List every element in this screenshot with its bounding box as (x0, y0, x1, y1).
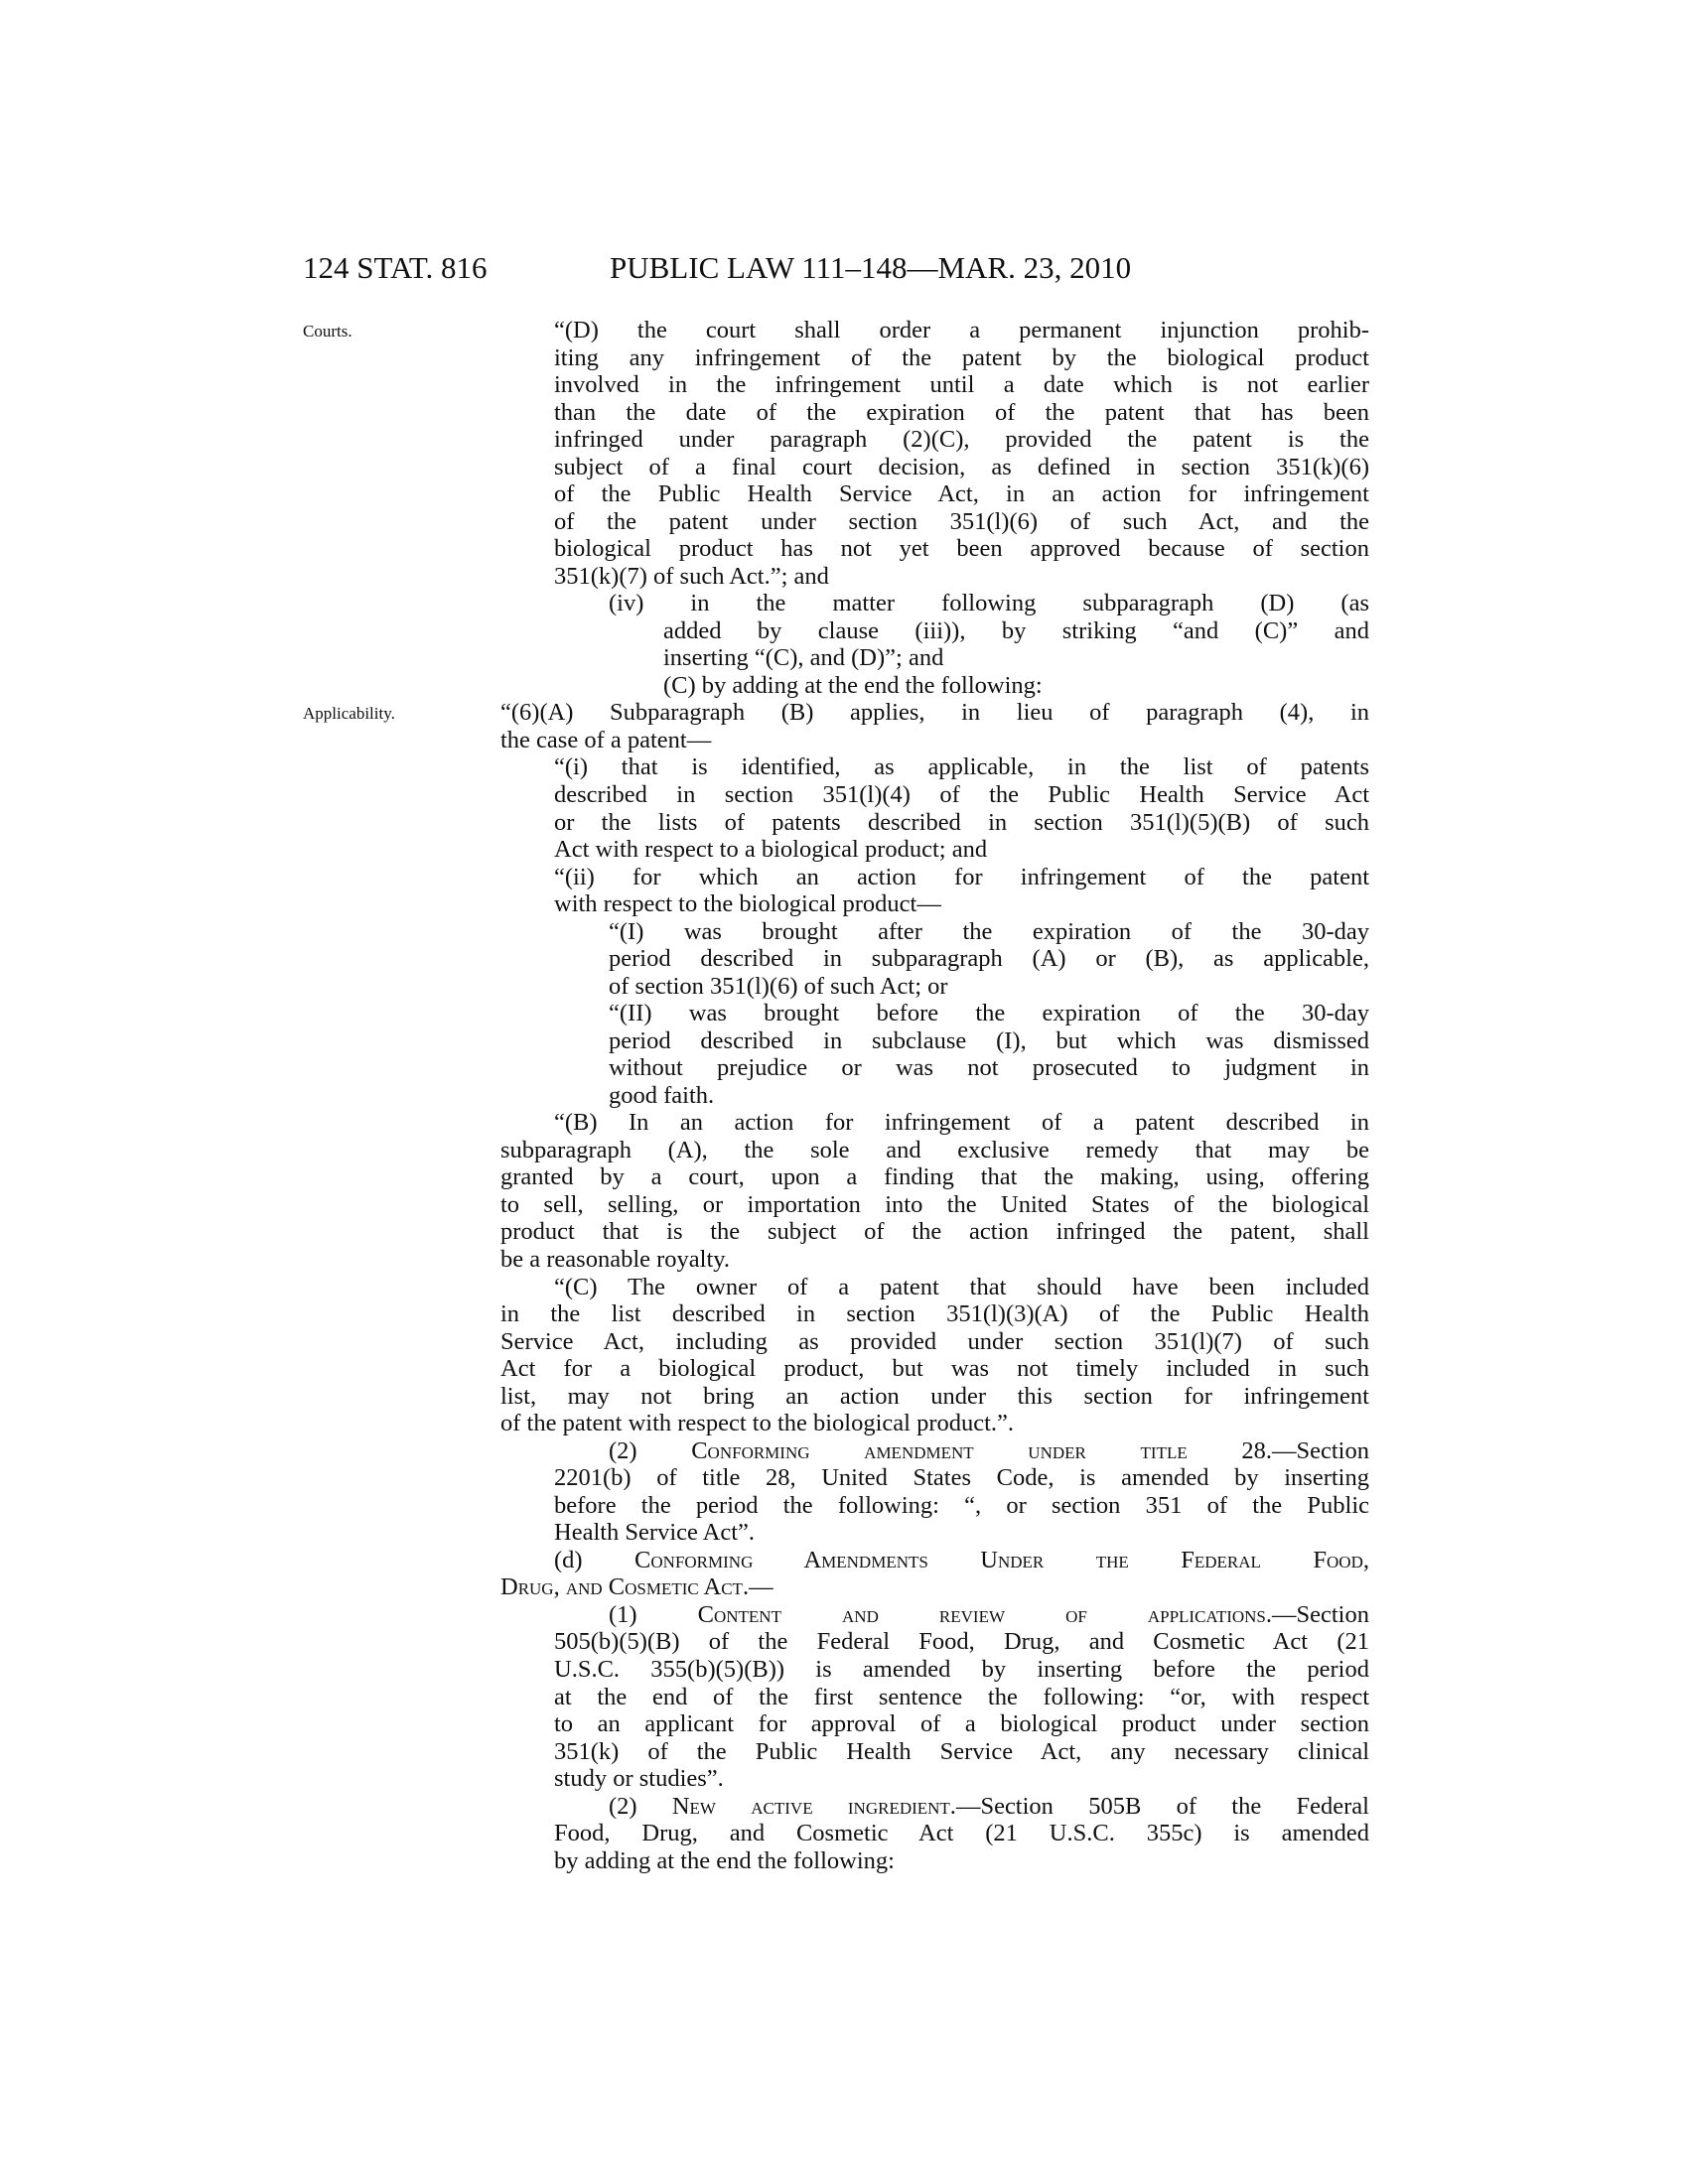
text-line (500, 1300, 1369, 1328)
small-caps-heading: New active ingredient. (671, 1792, 956, 1820)
text-segment: (iv) in the matter following subparagraph (D) (as (609, 590, 1369, 617)
text-line (554, 317, 1369, 344)
text-segment: added by clause (iii)), by striking “and (C)” and (663, 616, 1369, 644)
text-line (500, 1383, 1369, 1411)
text-line (554, 480, 1369, 508)
text-segment: Food, Drug, and Cosmetic Act (21 U.S.C. 355c) is amended (554, 1820, 1369, 1847)
text-line (609, 1027, 1369, 1055)
margin-note: Applicability. (303, 704, 395, 724)
text-line (554, 1793, 1369, 1821)
text-segment: the case of a patent— (500, 726, 712, 753)
text-line (554, 1656, 1369, 1684)
text-segment: than the date of the expiration of the patent that has been (554, 398, 1369, 426)
text-line (500, 1547, 1369, 1574)
text-line (500, 1573, 1369, 1601)
text-line (554, 454, 1369, 481)
text-line (609, 973, 1369, 1001)
text-line (554, 1710, 1369, 1738)
text-line (500, 1137, 1369, 1164)
text-segment: 351(k)(7) of such Act.”; and (554, 562, 829, 590)
text-line (609, 945, 1369, 973)
text-line (554, 508, 1369, 536)
text-segment: 2201(b) of title 28, United States Code, is amended by inserting (554, 1464, 1369, 1492)
text-line (554, 399, 1369, 427)
text-segment: Health Service Act”. (554, 1519, 756, 1547)
text-line (663, 617, 1369, 645)
text-segment: be a reasonable royalty. (500, 1246, 731, 1274)
text-line (554, 836, 1369, 864)
text-segment: of the patent with respect to the biological product.”. (500, 1410, 1015, 1437)
text-segment: “(ii) for which an action for infringement of the patent (554, 863, 1369, 890)
text-line (554, 535, 1369, 563)
text-segment: U.S.C. 355(b)(5)(B)) is amended by inserting before the period (554, 1655, 1369, 1683)
text-segment: to sell, selling, or importation into the United States of the biological (500, 1190, 1369, 1218)
text-line (554, 1684, 1369, 1711)
text-segment: “(C) The owner of a patent that should have been included (554, 1273, 1369, 1300)
text-line (554, 1492, 1369, 1520)
text-segment: (1) (609, 1600, 698, 1628)
text-line (554, 1765, 1369, 1793)
text-line (554, 426, 1369, 454)
text-line (500, 1163, 1369, 1191)
text-segment: described in section 351(l)(4) of the Public Health Service Act (554, 781, 1369, 808)
text-line (554, 371, 1369, 399)
text-segment: without prejudice or was not prosecuted to judgment in (609, 1054, 1369, 1082)
text-line (554, 344, 1369, 372)
text-segment: Act with respect to a biological product; and (554, 836, 988, 864)
text-segment: infringed under paragraph (2)(C), provided the patent is the (554, 426, 1369, 454)
text-segment: —Section (1271, 1436, 1369, 1464)
text-segment: (d) (554, 1546, 635, 1573)
margin-note: Courts. (303, 322, 352, 341)
text-segment: study or studies”. (554, 1765, 724, 1793)
text-line (554, 753, 1369, 781)
text-line (554, 781, 1369, 809)
page-statute-citation: 124 STAT. 816 (303, 250, 488, 285)
small-caps-heading: Content and review of applications. (697, 1600, 1272, 1628)
text-segment: subparagraph (A), the sole and exclusive remedy that may be (500, 1136, 1369, 1163)
text-line (609, 1082, 1369, 1110)
text-line (500, 699, 1369, 727)
text-segment: “(D) the court shall order a permanent injunction prohib- (554, 317, 1369, 343)
text-line (500, 1355, 1369, 1383)
text-segment: biological product has not yet been approved because of section (554, 535, 1369, 563)
text-line (500, 1328, 1369, 1356)
text-segment: or the lists of patents described in section 351(l)(5)(B) of such (554, 808, 1369, 836)
text-segment: Service Act, including as provided under section 351(l)(7) of such (500, 1327, 1369, 1355)
text-line (500, 1410, 1369, 1437)
text-line (609, 1000, 1369, 1027)
text-line (500, 1109, 1369, 1137)
text-segment: iting any infringement of the patent by the biological product (554, 343, 1369, 371)
small-caps-heading: Conforming Amendments Under the Federal Food, (634, 1546, 1369, 1573)
text-segment: product that is the subject of the action infringed the patent, shall (500, 1218, 1369, 1246)
text-segment: 351(k) of the Public Health Service Act, any necessary clinical (554, 1737, 1369, 1765)
text-segment: —Section 505B of the Federal (955, 1792, 1369, 1820)
text-line (554, 864, 1369, 891)
text-line (609, 918, 1369, 946)
text-segment: “(II) was brought before the expiration of the 30-day (609, 1000, 1369, 1027)
text-segment: period described in subparagraph (A) or (B), as applicable, (609, 945, 1369, 973)
small-caps-heading: Drug, and Cosmetic Act. (500, 1573, 750, 1601)
text-segment: list, may not bring an action under this section for infringement (500, 1382, 1369, 1410)
text-segment: with respect to the biological product— (554, 890, 941, 918)
text-line (554, 1601, 1369, 1629)
text-line (554, 890, 1369, 918)
text-segment: by adding at the end the following: (554, 1846, 895, 1874)
text-line (554, 1847, 1369, 1875)
text-segment: at the end of the first sentence the following: “or, with respect (554, 1683, 1369, 1710)
running-title: PUBLIC LAW 111–148—MAR. 23, 2010 (610, 250, 1132, 285)
text-segment: —Section (1272, 1600, 1369, 1628)
text-segment: “(B) In an action for infringement of a patent described in (554, 1109, 1369, 1137)
text-segment: before the period the following: “, or section 351 of the Public (554, 1491, 1369, 1519)
text-line (554, 563, 1369, 591)
text-segment: of section 351(l)(6) of such Act; or (609, 972, 948, 1000)
text-line (609, 590, 1369, 617)
text-segment: “(i) that is identified, as applicable, in the list of patents (554, 753, 1369, 781)
text-segment: inserting “(C), and (D)”; and (663, 644, 944, 672)
text-line (554, 1519, 1369, 1547)
text-line (500, 1191, 1369, 1219)
small-caps-heading: Conforming amendment under title 28. (691, 1436, 1272, 1464)
text-line (554, 1437, 1369, 1465)
text-line (554, 1738, 1369, 1766)
text-line (554, 1628, 1369, 1656)
text-segment: (2) (609, 1436, 692, 1464)
text-line (500, 727, 1369, 754)
text-segment: “(I) was brought after the expiration of the 30-day (609, 917, 1369, 945)
text-segment: Act for a biological product, but was not timely included in such (500, 1355, 1369, 1383)
text-line (554, 809, 1369, 837)
text-segment: good faith. (609, 1081, 715, 1109)
text-line (663, 672, 1369, 700)
text-segment: 505(b)(5)(B) of the Federal Food, Drug, and Cosmetic Act (21 (554, 1628, 1369, 1656)
text-segment: (2) (609, 1792, 672, 1820)
text-line (554, 1464, 1369, 1492)
text-segment: of the patent under section 351(l)(6) of such Act, and the (554, 507, 1369, 535)
text-segment: subject of a final court decision, as defined in section 351(k)(6) (554, 453, 1369, 480)
text-segment: “(6)(A) Subparagraph (B) applies, in lieu of paragraph (4), in (500, 699, 1369, 727)
text-segment: — (749, 1573, 774, 1601)
text-line (500, 1246, 1369, 1274)
text-segment: of the Public Health Service Act, in an action for infringement (554, 480, 1369, 508)
text-segment: (C) by adding at the end the following: (663, 671, 1043, 699)
text-line (609, 1054, 1369, 1082)
text-line (500, 1274, 1369, 1301)
text-segment: period described in subclause (I), but which was dismissed (609, 1026, 1369, 1054)
text-segment: involved in the infringement until a date which is not earlier (554, 371, 1369, 399)
text-line (500, 1218, 1369, 1246)
text-segment: in the list described in section 351(l)(3)(A) of the Public Health (500, 1300, 1369, 1328)
text-segment: granted by a court, upon a finding that the making, using, offering (500, 1163, 1369, 1191)
text-segment: to an applicant for approval of a biological product under section (554, 1710, 1369, 1738)
text-line (554, 1820, 1369, 1847)
text-line (663, 644, 1369, 672)
